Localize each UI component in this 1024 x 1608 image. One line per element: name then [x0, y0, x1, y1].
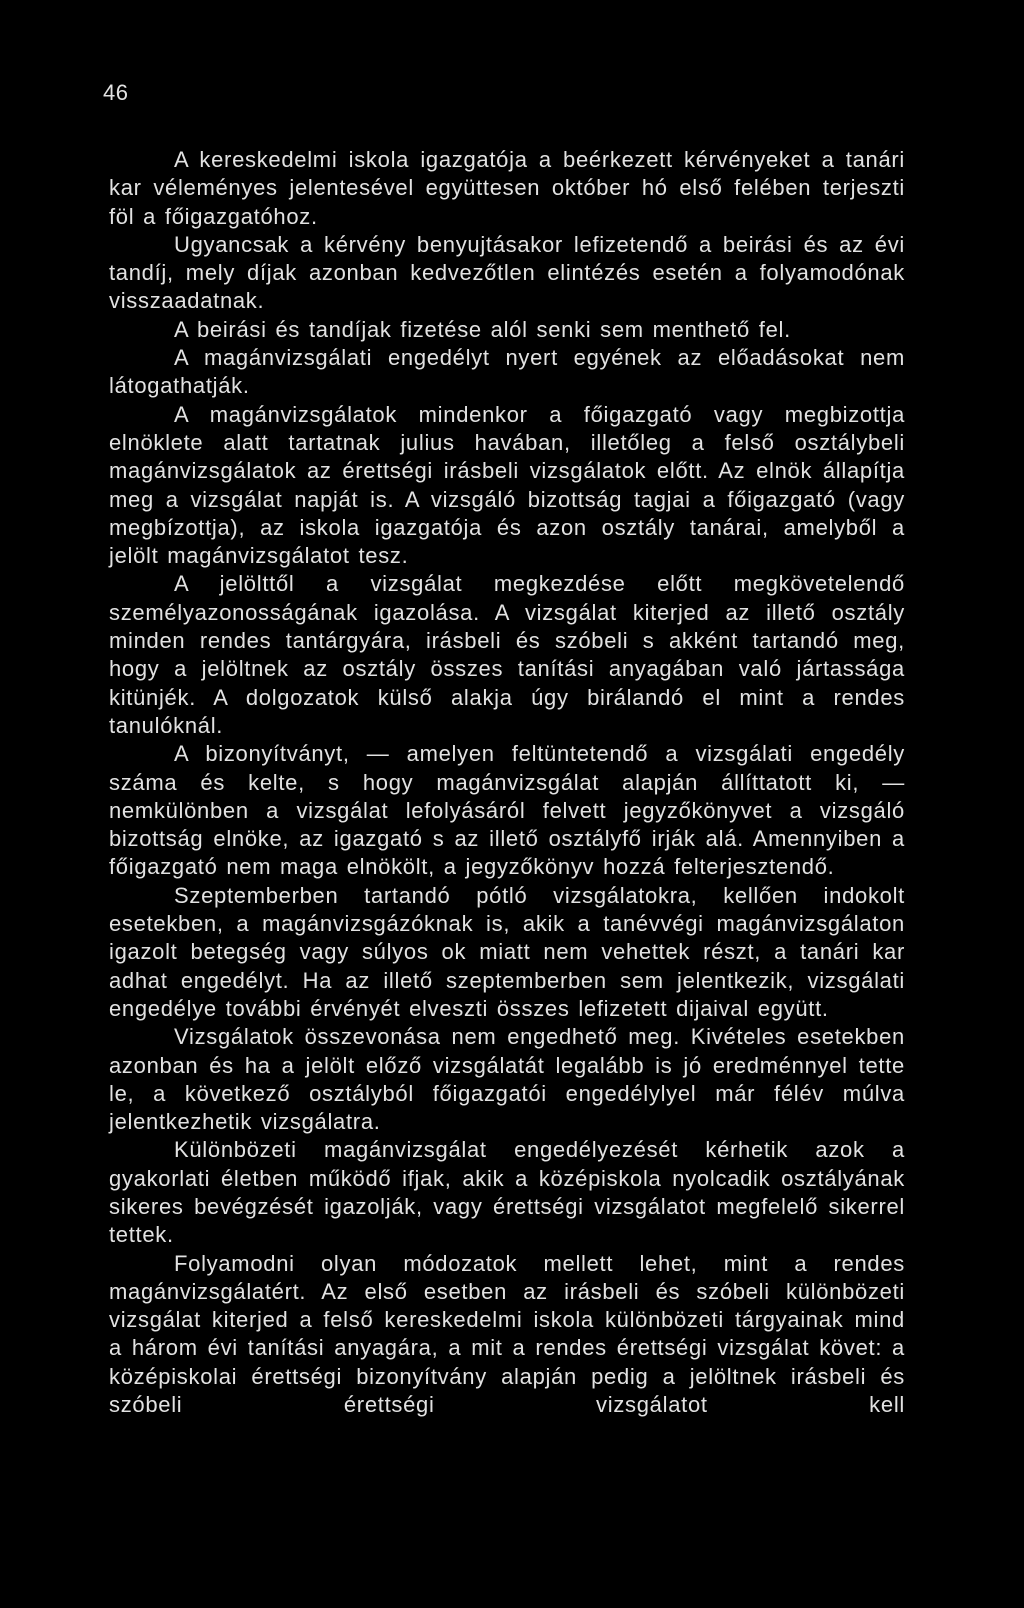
paragraph: A bizonyítványt, — amelyen feltüntetendő a vizsgálati engedély száma és kelte, s hogy magánvizsgálat alapján állíttatott ki, — nemkülönben a vizsgálat lefolyásáról felvett jegyzőkönyvet a vizsgáló bizottság elnöke, az igazgató s az illető osztályfő irják alá. Amennyiben a főigazgató nem maga elnökölt, a jegyzőkönyv hozzá felterjesztendő.	[109, 741, 905, 880]
paragraph: Vizsgálatok összevonása nem engedhető meg. Kivételes esetekben azonban és ha a jelölt előző vizsgálatát legalább is jó eredménnyel tette le, a következő osztályból főigazgatói engedélylyel már félév múlva jelentkezhetik vizsgálatra.	[109, 1024, 905, 1135]
paragraph: A jelölttől a vizsgálat megkezdése előtt megkövetelendő személyazonosságának igazolása. A vizsgálat kiterjed az illető osztály minden rendes tantárgyára, irásbeli és szóbeli s akként tartandó meg, hogy a jelöltnek az osztály összes tanítási anyagában való jártassága kitünjék. A dolgozatok külső alakja úgy birálandó el mint a rendes tanulóknál.	[109, 571, 905, 738]
paragraph: Ugyancsak a kérvény benyujtásakor lefizetendő a beirási és az évi tandíj, mely díjak azonban kedvezőtlen elintézés esetén a folyamodónak visszaadatnak.	[109, 231, 905, 314]
page-number: 46	[103, 80, 129, 105]
body-text	[109, 146, 905, 1419]
paragraph-last: Folyamodni olyan módozatok mellett lehet, mint a rendes magánvizsgálatért. Az első esetben az irásbeli és szóbeli különbözeti vizsgálat kiterjed a felső kereskedelmi iskola különbözeti tárgyainak mind a három évi tanítási anyagára, a mit a rendes érettségi vizsgálat követ: a középiskolai érettségi bizonyítvány alapján pedig a jelöltnek irásbeli és szóbeli érettségi vizsgálatot kell	[109, 1250, 905, 1418]
paragraph: A magánvizsgálatok mindenkor a főigazgató vagy megbizottja elnöklete alatt tartatnak julius havában, illetőleg a felső osztálybeli magánvizsgálatok az érettségi irásbeli vizsgálatok előtt. Az elnök állapítja meg a vizsgálat napját is. A vizsgáló bizottság tagjai a főigazgató (vagy megbízottja), az iskola igazgatója és azon osztály tanárai, amelyből a jelölt magánvizsgálatot tesz.	[109, 401, 905, 569]
paragraph: Különbözeti magánvizsgálat engedélyezését kérhetik azok a gyakorlati életben működő ifjak, akik a középiskola nyolcadik osztályának sikeres bevégzését igazolják, vagy érettségi vizsgálatot megfelelő sikerrel tettek.	[109, 1137, 905, 1248]
paragraph: Szeptemberben tartandó pótló vizsgálatokra, kellően indokolt esetekben, a magánvizsgázóknak is, akik a tanévvégi magánvizsgálaton igazolt betegség vagy súlyos ok miatt nem vehettek részt, a tanári kar adhat engedélyt. Ha az illető szeptemberben sem jelentkezik, vizsgálati engedélye további érvényét elveszti összes lefizetett dijaival együtt.	[109, 882, 905, 1021]
paragraph: A magánvizsgálati engedélyt nyert egyének az előadásokat nem látogathatják.	[109, 345, 905, 399]
paragraph: A beirási és tandíjak fizetése alól senki sem menthető fel.	[174, 316, 791, 342]
paragraph: A kereskedelmi iskola igazgatója a beérkezett kérvényeket a tanári kar véleményes jelentesével együttesen október hó első felében terjeszti föl a főigazgatóhoz.	[109, 147, 905, 229]
